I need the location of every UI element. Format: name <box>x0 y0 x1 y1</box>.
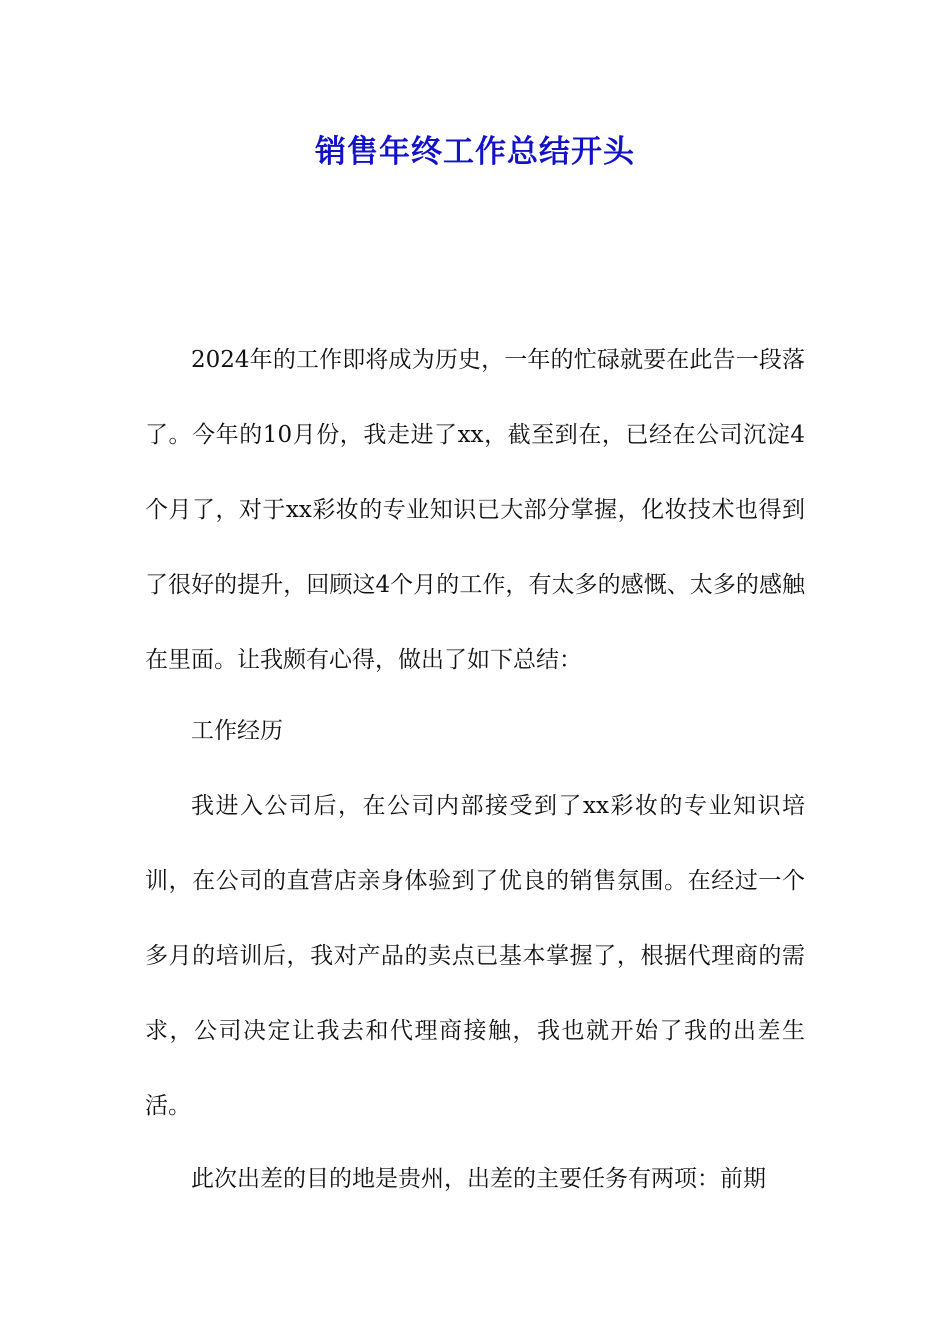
paragraph-work-experience: 我进入公司后，在公司内部接受到了xx彩妆的专业知识培训，在公司的直营店亲身体验到了优良的销售氛围。在经过一个多月的培训后，我对产品的卖点已基本掌握了，根据代理商的需求，公司决定让我去和代理商接触，我也就开始了我的出差生活。 <box>145 793 805 1119</box>
paragraph-intro: 2024年的工作即将成为历史，一年的忙碌就要在此告一段落了。今年的10月份，我走进了xx，截至到在，已经在公司沉淀4个月了，对于xx彩妆的专业知识已大部分掌握，化妆技术也得到了很好的提升，回顾这4个月的工作，有太多的感慨、太多的感触在里面。让我颇有心得，做出了如下总结： <box>145 347 805 673</box>
section-heading-work-experience: 工作经历 <box>191 718 283 744</box>
document-title: 销售年终工作总结开头 <box>315 134 635 170</box>
paragraph-business-trip: 此次出差的目的地是贵州，出差的主要任务有两项：前期 <box>191 1166 766 1192</box>
